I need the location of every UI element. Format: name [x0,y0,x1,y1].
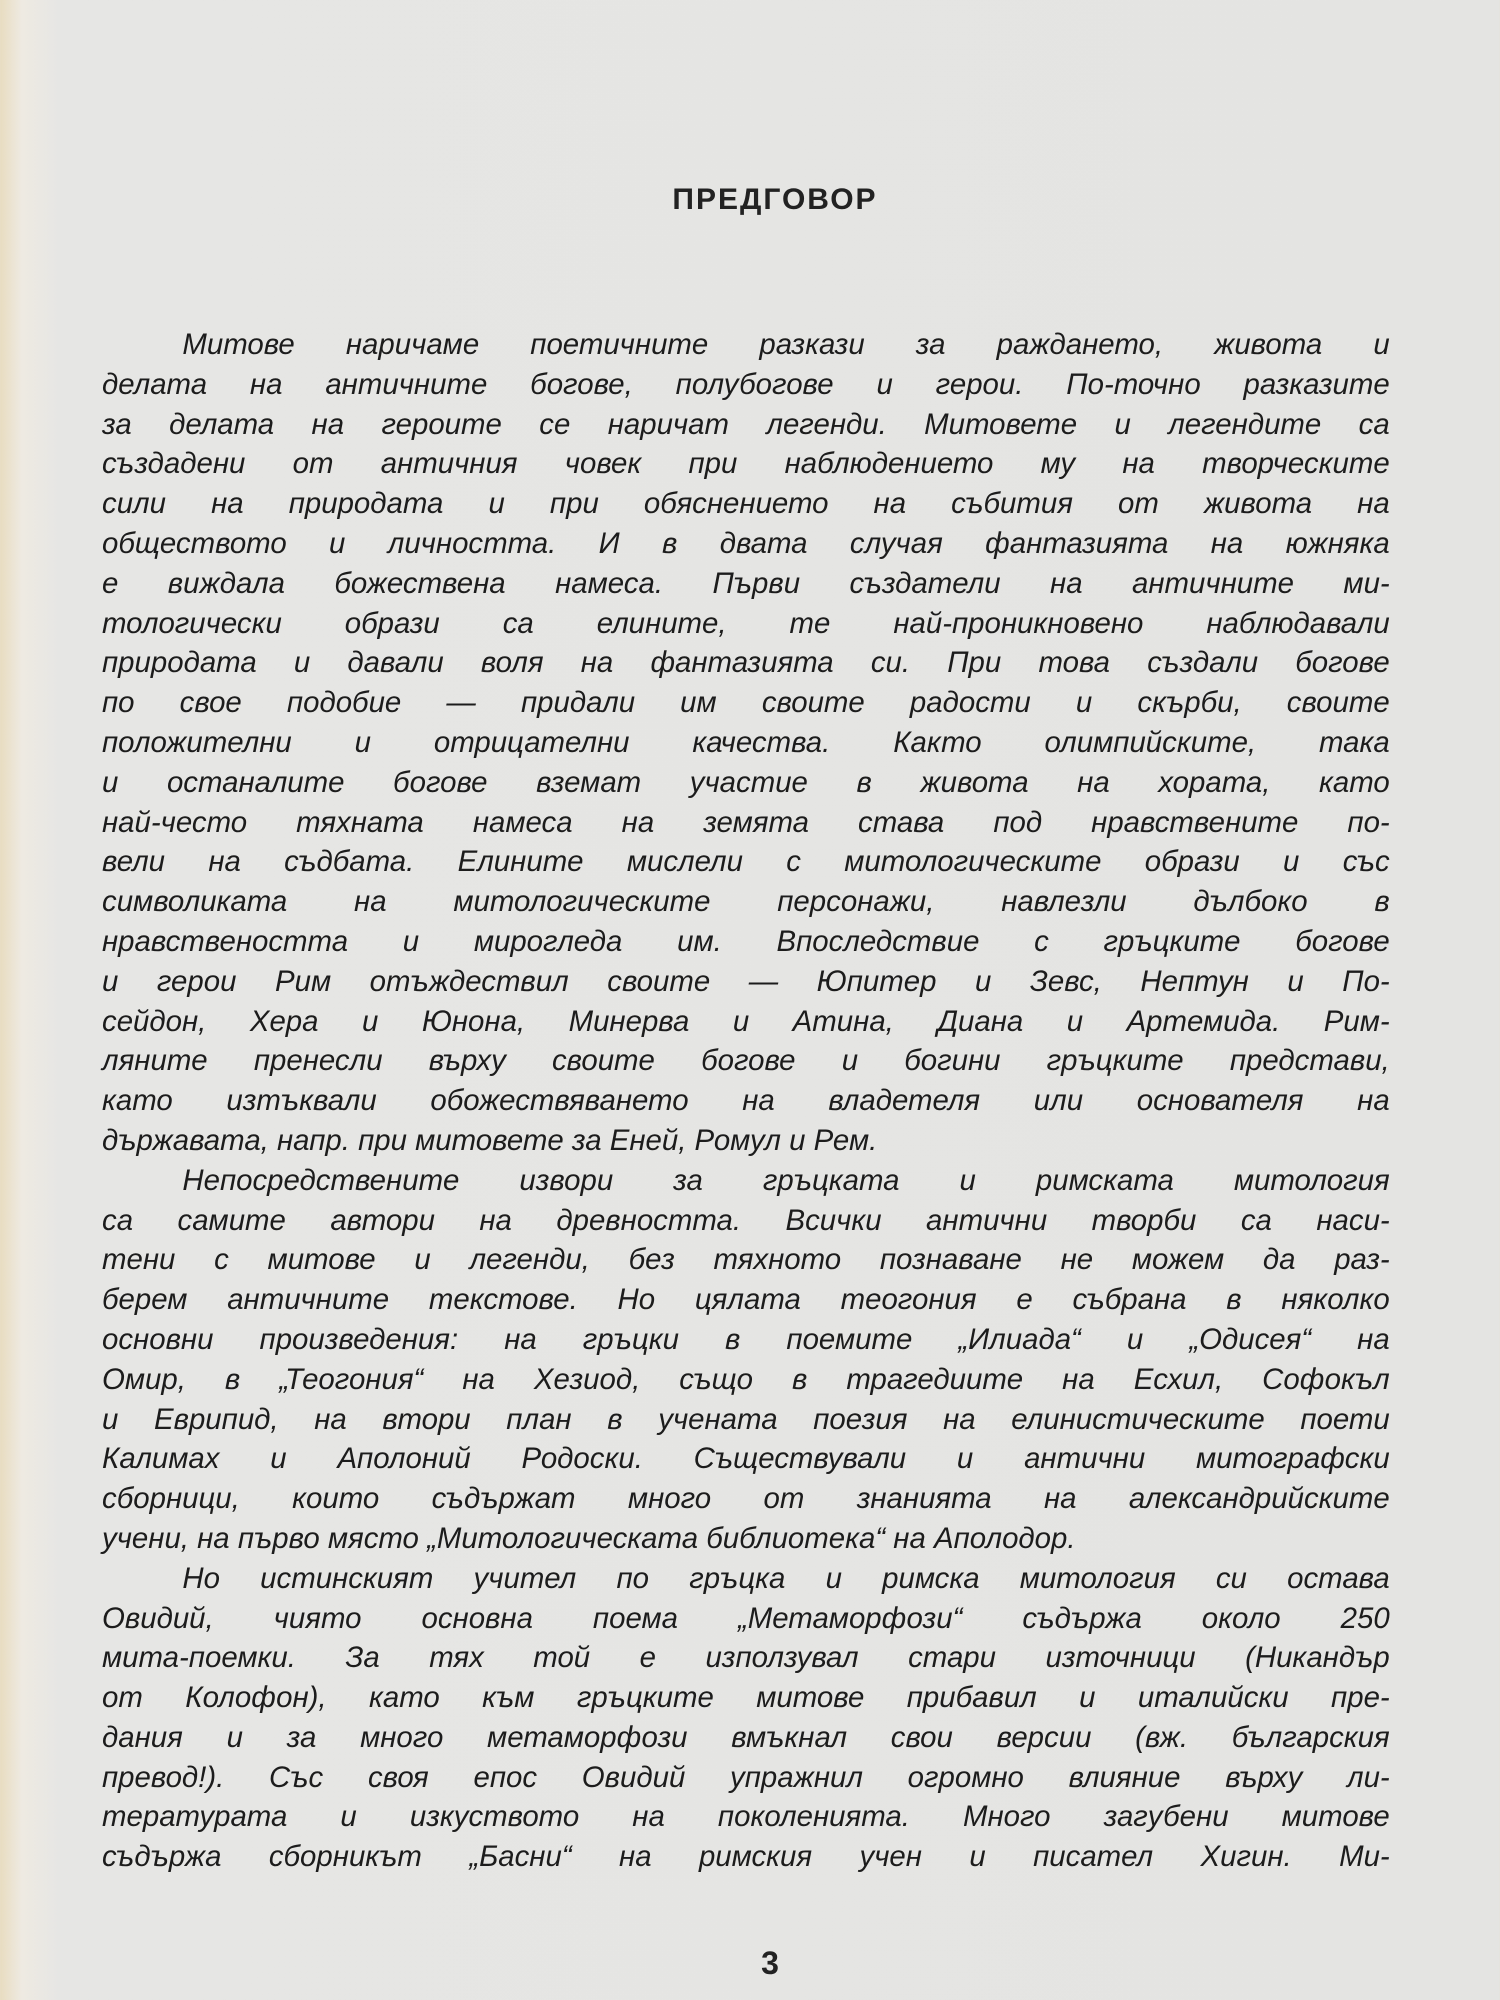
text-line: положителни и отрицателни качества. Както олимпийските, така [102,725,1390,759]
page-number: 3 [761,1945,779,1981]
text-line: Овидий, чиято основна поема „Метаморфози“ съдържа около 250 [102,1601,1390,1635]
text-line: природата и давали воля на фантазията си. При това създали богове [102,646,1390,680]
text-line: държавата, напр. при митовете за Еней, Ромул и Рем. [102,1123,878,1157]
text-line: Калимах и Аполоний Родоски. Съществували и антични митографски [102,1442,1390,1476]
text-line: символиката на митологическите персонажи, навлезли дълбоко в [102,885,1390,919]
text-line: тени с митове и легенди, без тяхното познаване не можем да раз- [102,1243,1390,1277]
text-line: вели на съдбата. Елините мислели с митологическите образи и със [102,845,1390,879]
text-line: нравствеността и мирогледа им. Впоследствие с гръцките богове [102,924,1390,958]
text-line: учени, на първо място „Митологическата библиотека“ на Аполодор. [102,1521,1076,1555]
text-line: дания и за много метаморфози вмъкнал свои версии (вж. българския [102,1720,1390,1754]
text-line: обществото и личността. И в двата случая фантазията на южняка [102,526,1390,560]
text-line: Митове наричаме поетичните разкази за раждането, живота и [182,328,1390,361]
body-text [102,325,1416,1877]
text-line: основни произведения: на гръцки в поемите „Илиада“ и „Одисея“ на [102,1322,1390,1356]
text-line: превод!). Със своя епос Овидий упражнил огромно влияние върху ли- [102,1760,1390,1794]
text-line: от Колофон), като към гръцките митове прибавил и италийски пре- [102,1681,1390,1715]
text-line: тературата и изкуството на поколенията. Много загубени митове [102,1800,1390,1834]
text-line: е виждала божествена намеса. Първи създатели на античните ми- [102,566,1390,600]
text-line: най-често тяхната намеса на земята става под нравствените по- [102,805,1390,839]
text-line: и Еврипид, на втори план в учената поезия на елинистическите поети [102,1402,1390,1436]
text-line: мита-поемки. За тях той е използувал стари източници (Никандър [102,1641,1390,1675]
text-line: сборници, които съдържат много от знанията на александрийските [102,1482,1390,1516]
page-title: ПРЕДГОВОР [672,183,878,216]
text-line: и останалите богове вземат участие в живота на хората, като [102,765,1390,799]
text-line: са самите автори на древността. Всички антични творби са наси- [102,1203,1390,1237]
text-line: берем античните текстове. Но цялата теогония е събрана в няколко [102,1283,1390,1317]
text-line: ляните пренесли върху своите богове и богини гръцките представи, [102,1044,1390,1078]
text-line: Но истинският учител по гръцка и римска митология си остава [182,1561,1390,1595]
text-line: тологически образи са елините, те най-проникновено наблюдавали [102,606,1390,640]
text-line: като изтъквали обожествяването на владетеля или основателя на [102,1084,1390,1118]
text-line: за делата на героите се наричат легенди. Митовете и легендите са [102,407,1390,441]
text-line: Непосредствените извори за гръцката и римската митология [182,1163,1390,1197]
text-line: сейдон, Хера и Юнона, Минерва и Атина, Диана и Артемида. Рим- [102,1004,1390,1038]
text-line: и герои Рим отъждествил своите — Юпитер и Зевс, Нептун и По- [102,964,1390,998]
text-line: Омир, в „Теогония“ на Хезиод, също в трагедиите на Есхил, Софокъл [102,1362,1390,1396]
text-line: делата на античните богове, полубогове и герои. По-точно разказите [102,367,1390,401]
text-line: сили на природата и при обяснението на събития от живота на [102,487,1390,521]
text-line: по свое подобие — придали им своите радости и скърби, своите [102,686,1390,720]
text-line: съдържа сборникът „Басни“ на римския учен и писател Хигин. Ми- [102,1840,1390,1874]
text-line: създадени от античния човек при наблюдението му на творческите [102,447,1390,481]
